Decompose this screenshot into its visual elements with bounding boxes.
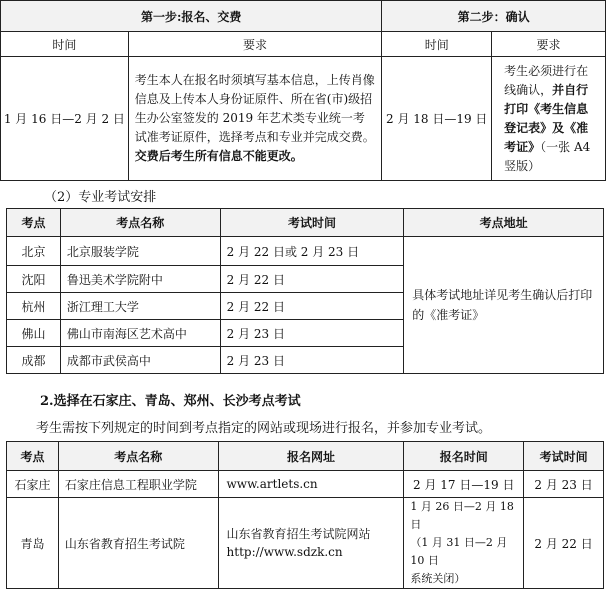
site-website-name: 山东省教育招生考试院网站 [226,527,371,541]
site-header-exam-time: 考试时间 [524,442,604,471]
exam-city: 杭州 [7,293,61,320]
site-website-cell [218,498,404,589]
site-table [6,441,604,589]
step1-req-text: 考生本人在报名时须填写基本信息，上传肖像信息及上传本人身份证原件、所在省(市)级招生办公室签发的 2019 年艺术类专业统一考试准考证原件，选择考点和专业并完成交费。 [134,73,375,144]
site-header-reg-time: 报名时间 [404,442,524,471]
step2-requirements [492,57,606,181]
exam-time: 2 月 22 日 [220,266,404,293]
table-row [7,498,604,589]
exam-header-name: 考点名称 [60,209,220,237]
site-name: 石家庄信息工程职业学院 [58,471,218,498]
exam-header-time: 考试时间 [220,209,404,237]
exam-address-note: 具体考试地址详见考生确认后打印的《准考证》 [404,237,604,374]
exam-time: 2 月 23 日 [220,347,404,374]
exam-site-name: 成都市武侯高中 [60,347,220,374]
site-city: 青岛 [7,498,59,589]
step2-req-text: 考生必须进行在线确认， [504,63,589,97]
table-row [7,471,604,498]
site-header-website: 报名网址 [218,442,404,471]
step2-req-tail: （一张 A4 竖版） [504,139,591,173]
col-time-1: 时间 [1,32,129,57]
site-header-city: 考点 [7,442,59,471]
exam-time: 2 月 22 日 [220,293,404,320]
site-website-link[interactable]: www.artlets.cn [218,471,404,498]
step2-time: 2 月 18 日—19 日 [382,57,492,181]
site-reg-time: 1 月 26 日—2 月 18 日 [410,500,514,531]
step1-req-warning: 交费后考生所有信息不能更改。 [134,149,303,163]
exam-city: 沈阳 [7,266,61,293]
table-row [7,237,604,266]
site-exam-time: 2 月 22 日 [524,498,604,589]
section2-heading: （2）专业考试安排 [44,190,157,205]
step1-time: 1 月 16 日—2 月 2 日 [1,57,129,181]
col-req-1: 要求 [128,32,382,57]
exam-table [6,208,604,374]
exam-city: 北京 [7,237,61,266]
site-exam-time: 2 月 23 日 [524,471,604,498]
site-header-name: 考点名称 [58,442,218,471]
exam-site-name: 浙江理工大学 [60,293,220,320]
site-reg-time: 2 月 17 日—19 日 [404,471,524,498]
col-time-2: 时间 [382,32,492,57]
exam-time: 2 月 23 日 [220,320,404,347]
exam-time: 2 月 22 日或 2 月 23 日 [220,237,404,266]
section3-heading: 2.选择在石家庄、青岛、郑州、长沙考点考试 [40,394,301,409]
exam-city: 成都 [7,347,61,374]
site-reg-note-end: 系统关闭） [410,572,466,585]
site-website-link[interactable]: http://www.sdzk.cn [226,545,343,559]
step1-requirements [128,57,382,181]
site-name: 山东省教育招生考试院 [58,498,218,589]
step2-title: 第二步：确认 [382,1,606,32]
site-city: 石家庄 [7,471,59,498]
exam-header-address: 考点地址 [404,209,604,237]
site-reg-time-cell [404,498,524,589]
section3-paragraph: 考生需按下列规定的时间到考点指定的网站或现场进行报名，并参加专业考试。 [36,421,492,436]
step-table [0,0,606,181]
exam-site-name: 北京服装学院 [60,237,220,266]
exam-site-name: 佛山市南海区艺术高中 [60,320,220,347]
exam-site-name: 鲁迅美术学院附中 [60,266,220,293]
exam-header-city: 考点 [7,209,61,237]
exam-city: 佛山 [7,320,61,347]
step1-title: 第一步:报名、交费 [1,1,382,32]
col-req-2: 要求 [492,32,606,57]
site-reg-note: （1 月 31 日—2 月 10 日 [410,536,508,567]
step2-req-bold: 并自行打印《考生信息登记表》及《准考证》 [504,82,589,154]
